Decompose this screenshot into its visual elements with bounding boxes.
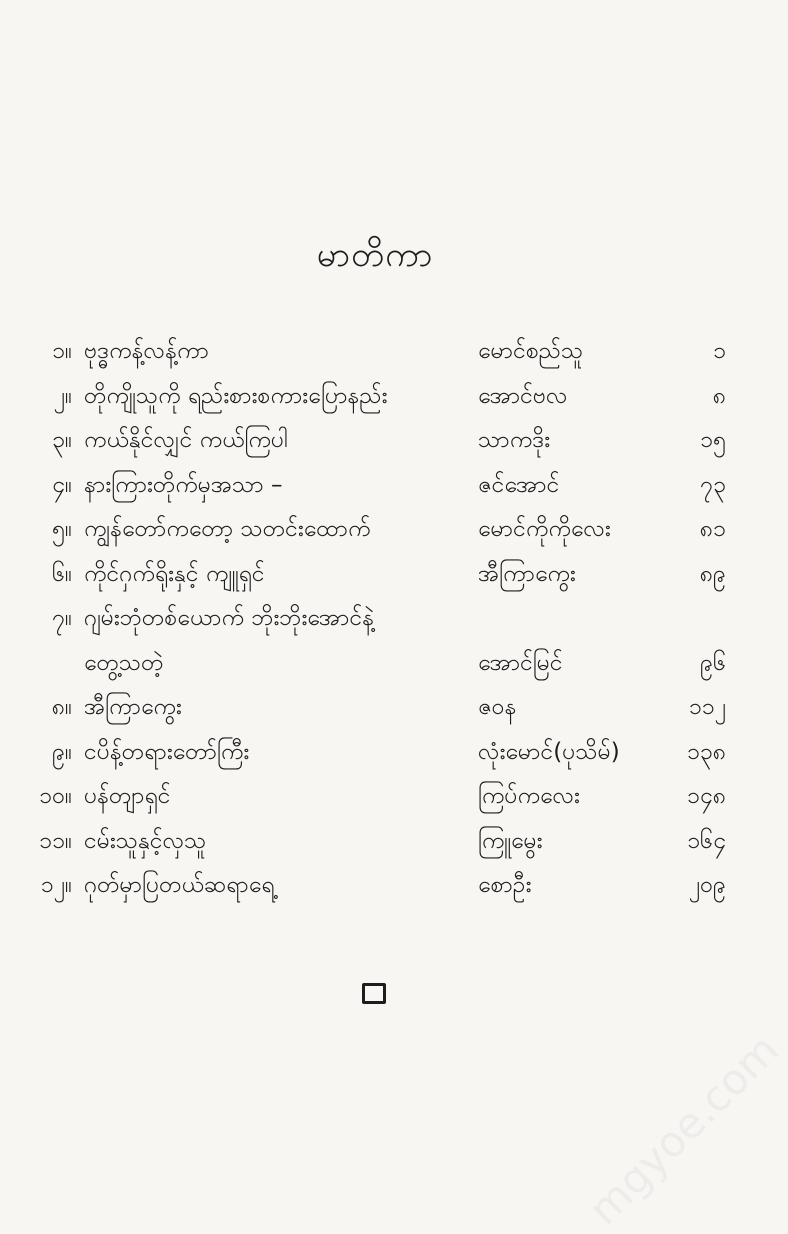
toc-number: ၄။ [52, 471, 72, 498]
toc-author: ဇင်အောင် [478, 471, 560, 498]
toc-title: ဗုဒ္ဓကန့်လန့်ကာ [84, 338, 209, 364]
toc-row [0, 599, 750, 644]
toc-row [0, 510, 750, 555]
toc-page: ၈ [712, 382, 726, 409]
page-title: မာတိကာ [316, 235, 434, 275]
toc-title: ကယ်နိုင်လျှင် ကယ်ကြပါ [84, 427, 288, 453]
toc-number: ၁၁။ [39, 827, 72, 854]
toc-author: ကြူမွေး [478, 827, 543, 854]
toc-title: နားကြားတိုက်မှအသာ – [84, 471, 283, 498]
toc-number: ၁။ [52, 338, 72, 364]
toc-author: မောင်ကိုကိုလေး [478, 516, 611, 542]
end-mark-square-icon [362, 983, 386, 1004]
toc-page: ၁၃၈ [686, 738, 726, 765]
toc-author: ဇဝန [478, 694, 517, 720]
toc-title: တိုကျိုသူကို ရည်းစားစကားပြောနည်း [84, 382, 388, 409]
toc-page: ၁၆၄ [687, 827, 726, 854]
toc-row [0, 377, 750, 422]
toc-number: ၂။ [53, 382, 72, 409]
toc-title: ကိုင်ဂှက်ရိုးနှင့် ကျူရှင် [84, 560, 265, 587]
toc-row [0, 332, 750, 377]
toc-author: အောင်ဗလ [478, 382, 568, 409]
toc-row [0, 777, 750, 822]
toc-author: အီကြာကွေး [478, 560, 576, 587]
toc-author: သာကဒိုး [478, 427, 551, 453]
toc-title: ဂုတ်မှာပြတယ်ဆရာရေ့ [84, 872, 275, 898]
toc-page: ၇၃ [700, 471, 726, 498]
toc-author: စောဦး [478, 872, 532, 898]
toc-row [0, 421, 750, 466]
toc-number: ၃။ [52, 427, 72, 453]
toc-title: ငမ်းသူနှင့်လှသူ [84, 827, 207, 854]
toc-row [0, 866, 750, 911]
toc-page: ၂၀၉ [688, 872, 726, 898]
toc-row [0, 688, 750, 733]
toc-row [0, 733, 750, 778]
watermark: mgyoe.com [578, 1024, 788, 1234]
toc-number: ၅။ [52, 516, 72, 542]
toc-title: အီကြာကွေး [84, 694, 182, 720]
toc-title: ငပိန့်တရားတော်ကြီး [84, 738, 250, 765]
toc-number: ၉။ [52, 738, 72, 765]
toc-number: ၆။ [52, 560, 72, 587]
toc-row [0, 555, 750, 600]
toc-title: ကျွန်တော်ကတော့ သတင်းထောက် [84, 516, 371, 542]
toc-row-continued [0, 644, 750, 689]
toc-row [0, 822, 750, 867]
toc-author: ကြပ်ကလေး [478, 783, 580, 809]
toc-page: ၁၅ [700, 427, 726, 453]
toc-row [0, 466, 750, 511]
table-of-contents [0, 332, 750, 911]
toc-number: ၈။ [51, 694, 72, 720]
toc-page: ၁၁၂ [688, 694, 726, 720]
toc-number: ၁၀။ [39, 783, 72, 809]
toc-page: ၈၉ [699, 560, 726, 587]
toc-page: ၉၆ [700, 649, 726, 676]
toc-page: ၁၄၈ [686, 783, 726, 809]
toc-number: ၇။ [52, 605, 72, 631]
toc-author: အောင်မြင် [478, 649, 563, 676]
toc-author: လုံးမောင်(ပုသိမ်) [478, 738, 620, 765]
toc-author: မောင်စည်သူ [478, 338, 584, 364]
toc-page: ၈၁ [699, 516, 726, 542]
toc-title: ဂျမ်းဘုံတစ်ယောက် ဘိုးဘိုးအောင်နဲ့ [84, 605, 375, 631]
toc-title: ပန်တျာရှင် [84, 783, 171, 809]
toc-number: ၁၂။ [40, 872, 72, 898]
toc-title: တွေ့သတဲ့ [84, 649, 164, 676]
toc-page: ၁ [713, 338, 726, 364]
